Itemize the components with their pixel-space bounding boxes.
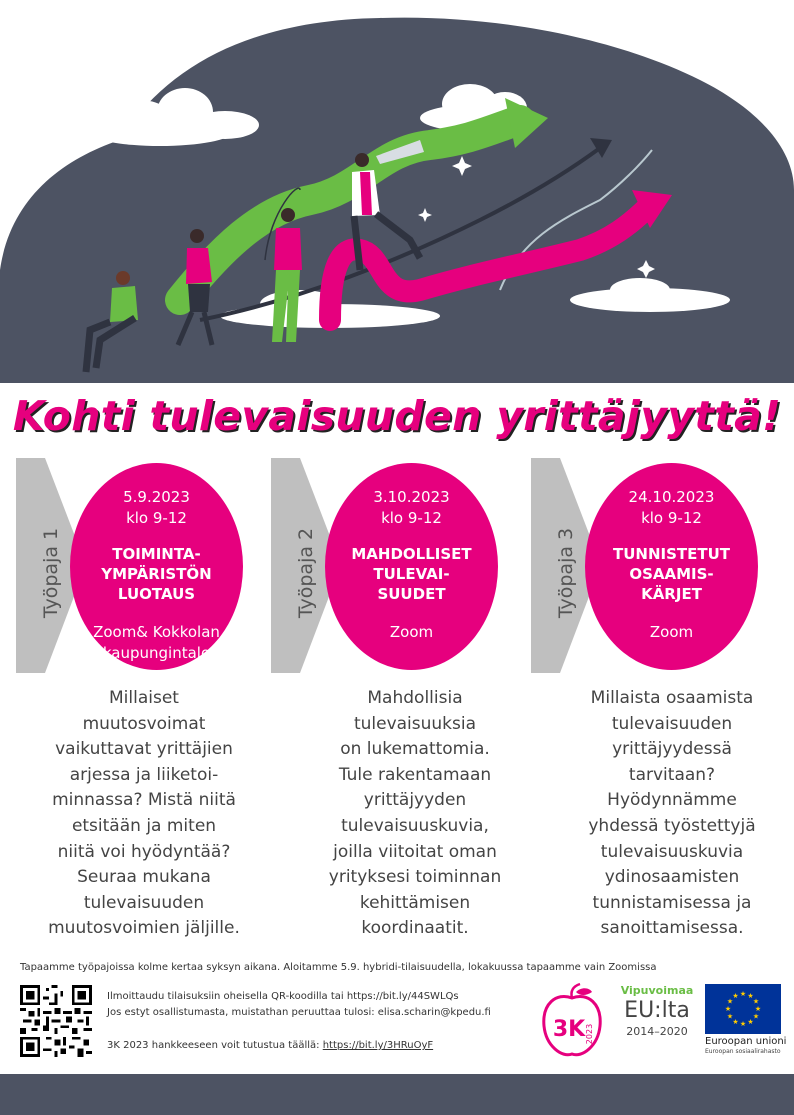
svg-text:★: ★ (752, 997, 760, 1006)
workshop-3-description: Millaista osaamista tulevaisuuden yrittäjyydessä tarvitaan? Hyödynnämme yhdessä työstettyjä tulevaisuuskuvia ydinosaamisten tunnistamisessa ja sanoittamisessa. (588, 688, 756, 939)
svg-text:★: ★ (724, 1005, 732, 1013)
svg-text:★: ★ (754, 1005, 762, 1013)
workshop-circle (325, 463, 498, 670)
workshop-circle (70, 463, 243, 670)
svg-text:★: ★ (726, 1012, 734, 1021)
hero-graphic (0, 0, 794, 383)
workshop-1 (16, 458, 278, 673)
svg-text:★: ★ (726, 997, 734, 1006)
3k-logo (536, 982, 608, 1062)
bottom-bar (0, 1074, 794, 1115)
svg-text:★: ★ (739, 990, 747, 998)
eu-name: Euroopan unioni (705, 1036, 787, 1047)
svg-text:★: ★ (752, 1012, 760, 1021)
workshop-place: Zoom (649, 623, 694, 641)
workshop-time: klo 9-12 (381, 509, 442, 527)
project-info-text: 3K 2023 hankkeeseen voit tutustua täällä: (107, 1040, 320, 1051)
svg-text:★: ★ (747, 1018, 754, 1026)
register-info: Ilmoittaudu tilaisuksiin oheisella QR-koodilla tai https://bit.ly/44SWLQs (107, 991, 459, 1002)
workshop-2 (271, 458, 533, 673)
3k-logo-year: 2023 (585, 1023, 594, 1045)
workshop-label: Työpaja 2 (295, 527, 317, 619)
eu-logo (705, 984, 787, 1055)
workshop-date: 24.10.2023 (628, 488, 715, 506)
footer-note: Tapaamme työpajoissa kolme kertaa syksyn aikana. Aloitamme 5.9. hybridi-tilaisuudella, lokakuussa tapaamme vain Zoomissa (20, 962, 657, 973)
qr-code-icon[interactable] (20, 985, 92, 1057)
eu-fund: Euroopan sosiaalirahasto (705, 1048, 781, 1055)
svg-text:★: ★ (732, 1018, 739, 1026)
workshop-label: Työpaja 1 (40, 527, 62, 619)
vipuvoimaa-logo (612, 984, 702, 1054)
svg-text:★: ★ (747, 992, 754, 1000)
project-info (107, 1040, 433, 1051)
workshop-3 (531, 458, 793, 673)
3k-logo-text: 3K (552, 1017, 586, 1042)
project-link[interactable]: https://bit.ly/3HRuOyF (322, 1040, 434, 1051)
workshop-name: TUNNISTETUT OSAAMIS- KÄRJET (612, 545, 731, 603)
workshop-1-description: Millaiset muutosvoimat vaikuttavat yrittäjien arjessa ja liiketoi- minnassa? Mistä niitä etsitään ja miten niitä voi hyödyntää? Seuraa mukana tulevaisuuden muutosvoimien jäljille. (48, 688, 240, 939)
workshop-time: klo 9-12 (641, 509, 702, 527)
workshop-name: MAHDOLLISET TULEVAI- SUUDET (351, 545, 472, 603)
workshop-time: klo 9-12 (126, 509, 187, 527)
vipu-logo-mid: EU:lta (624, 998, 690, 1023)
hero-illustration (0, 0, 794, 383)
vipu-logo-years: 2014–2020 (626, 1025, 688, 1038)
svg-text:★: ★ (739, 1020, 747, 1028)
svg-text:★: ★ (732, 992, 739, 1000)
workshop-circle (585, 463, 758, 670)
page-title: Kohti tulevaisuuden yrittäjyyttä! (12, 392, 782, 440)
eu-flag-icon (705, 984, 781, 1034)
workshop-name: TOIMINTA- YMPÄRISTÖN LUOTAUS (101, 545, 212, 603)
vipu-logo-top: Vipuvoimaa (620, 984, 694, 997)
workshop-date: 5.9.2023 (123, 488, 190, 506)
workshop-label: Työpaja 3 (555, 527, 577, 619)
workshop-date: 3.10.2023 (373, 488, 450, 506)
workshop-2-description: Mahdollisia tulevaisuuksia on lukemattomia. Tule rakentamaan yrittäjyyden tulevaisuuskuvia, joilla viitoitat oman yrityksesi toiminnan kehittämisen koordinaatit. (328, 688, 502, 939)
workshop-place: Zoom (389, 623, 434, 641)
workshop-place: Zoom& Kokkolan kaupungintalo (93, 623, 220, 662)
cancel-info: Jos estyt osallistumasta, muistathan peruuttaa tulosi: elisa.scharin@kpedu.fi (107, 1007, 491, 1018)
